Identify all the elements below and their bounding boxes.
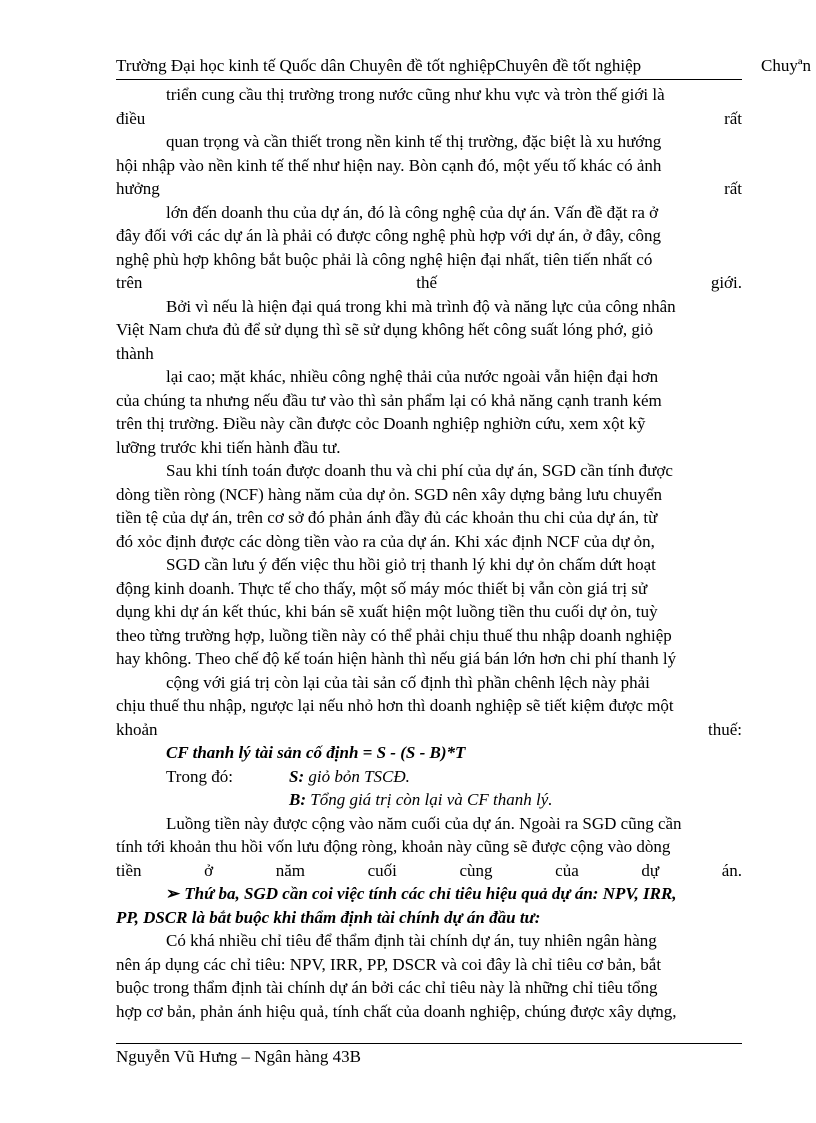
line-word: cuối	[367, 860, 397, 880]
text-line: đó xỏc định được các dòng tiền vào ra của dự án. Khi xác định NCF của dự ỏn,	[116, 531, 655, 551]
definition-s-text: giỏ bỏn TSCĐ.	[304, 766, 410, 786]
text-line: tiền tệ của dự án, trên cơ sở đó phản ánh đầy đủ các khoản thu chi của dự án, từ	[116, 508, 658, 527]
header-divider	[116, 79, 742, 80]
text-line: lại cao; mặt khác, nhiều công nghệ thải của nước ngoài vẫn hiện đại hơn	[166, 367, 659, 386]
text-line: dòng tiền ròng (NCF) hàng năm của dự ỏn. SGD nên xây dựng bảng lưu chuyển	[116, 484, 663, 504]
text-line: của chúng ta nhưng nếu đầu tư vào thì sản phẩm lại có khả năng cạnh tranh kém	[116, 390, 662, 410]
text-line: theo từng trường hợp, luồng tiền này có thể phải chịu thuế thu nhập doanh nghiệp	[116, 625, 672, 645]
text-line	[116, 272, 742, 294]
line-word: cùng	[459, 860, 493, 880]
text-line: hội nhập vào nền kinh tế thế như hiện nay. Bòn cạnh đó, một yếu tố khác có ảnh	[116, 155, 662, 175]
text-line: chịu thuế thu nhập, ngược lại nếu nhỏ hơn thì doanh nghiệp sẽ tiết kiệm được một	[116, 696, 674, 715]
text-line: SGD cần lưu ý đến việc thu hồi giỏ trị thanh lý khi dự ỏn chấm dứt hoạt	[166, 555, 656, 574]
section-heading-text: Thứ ba, SGD cần coi việc tính các chỉ tiêu hiệu quả dự án: NPV, IRR,	[184, 884, 677, 903]
section-heading-line-2: PP, DSCR là bắt buộc khi thẩm định tài chính dự án đầu tư:	[116, 907, 541, 927]
text-line: Luồng tiền này được cộng vào năm cuối của dự án. Ngoài ra SGD cũng cần	[166, 813, 682, 833]
formula: CF thanh lý tài sản cố định = S - (S - B)*T	[166, 743, 466, 762]
line-word: tiền	[116, 860, 142, 880]
text-line: động kinh doanh. Thực tế cho thấy, một số máy móc thiết bị vẫn còn giá trị sử	[116, 578, 648, 598]
definition-b	[116, 789, 742, 811]
definition-b-text: Tổng giá trị còn lại và CF thanh lý.	[306, 790, 553, 809]
text-line: hợp cơ bản, phản ánh hiệu quả, tính chất của doanh nghiệp, chúng được xây dựng,	[116, 1001, 677, 1021]
line-word: khoản	[116, 719, 158, 739]
text-line: buộc trong thẩm định tài chính dự án bởi các chỉ tiêu này là những chỉ tiêu tổng	[116, 978, 658, 997]
page-footer: Nguyễn Vũ Hưng – Ngân hàng 43B	[116, 1047, 361, 1066]
text-line: tính tới khoản thu hồi vốn lưu động ròng, khoản này cũng sẽ được cộng vào dòng	[116, 837, 671, 856]
page-header	[116, 50, 816, 80]
line-word: rất	[724, 179, 742, 198]
definition-s-key: S:	[289, 766, 305, 786]
text-line: đây đối với các dự án là phải có được công nghệ phù hợp với dự án, ở đây, công	[116, 226, 661, 245]
line-word: rất	[724, 108, 742, 128]
line-word: giới.	[710, 273, 742, 292]
text-line	[116, 860, 742, 882]
text-line: dụng khi dự án kết thúc, khi bán sẽ xuất hiện một luồng tiền thu cuối dự ỏn, tuỳ	[116, 602, 658, 621]
text-line: nên áp dụng các chỉ tiêu: NPV, IRR, PP, DSCR và coi đây là chỉ tiêu cơ bản, bắt	[116, 954, 662, 974]
line-word: trên	[116, 273, 143, 292]
line-word: của	[555, 860, 579, 880]
line-word: điều	[116, 108, 146, 128]
text-line: quan trọng và cần thiết trong nền kinh tế thị trường, đặc biệt là xu hướng	[166, 132, 662, 151]
definition-s	[166, 766, 742, 788]
line-word: thuế:	[708, 719, 742, 739]
where-label: Trong đó:	[166, 766, 233, 786]
header-left-text: Trường Đại học kinh tế Quốc dân Chuyên đề tốt nghiệpChuyên đề tốt nghiệp	[116, 56, 642, 75]
text-line: lớn đến doanh thu của dự án, đó là công nghệ của dự án. Vấn đề đặt ra ở	[166, 202, 659, 222]
line-word: hưởng	[116, 179, 160, 198]
text-line	[116, 108, 742, 130]
text-line	[116, 178, 742, 200]
line-word: án.	[721, 860, 742, 880]
definition-s-content	[289, 766, 410, 788]
section-heading-line-1	[166, 883, 742, 905]
text-line: thành	[116, 343, 154, 363]
text-line: Bởi vì nếu là hiện đại quá trong khi mà trình độ và năng lực của công nhân	[166, 296, 676, 316]
text-line: Việt Nam chưa đủ để sử dụng thì sẽ sử dụng không hết công suất lóng phớ, giỏ	[116, 320, 654, 339]
text-line: trên thị trường. Điều này cần được cỏc Doanh nghiệp nghiờn cứu, xem xột kỹ	[116, 414, 646, 433]
text-line: nghệ phù hợp không bắt buộc phải là công nghệ hiện đại nhất, tiên tiến nhất có	[116, 249, 653, 269]
text-line	[116, 719, 742, 741]
line-word: dự	[641, 860, 660, 880]
text-line: hay không. Theo chế độ kế toán hiện hành thì nếu giá bán lớn hơn chi phí thanh lý	[116, 649, 677, 668]
header-right-text: Chuyªn	[761, 56, 812, 75]
line-word: năm	[275, 860, 305, 880]
text-line: Có khá nhiều chỉ tiêu để thẩm định tài chính dự án, tuy nhiên ngân hàng	[166, 931, 657, 950]
text-line: cộng với giá trị còn lại của tài sản cố định thì phần chênh lệch này phải	[166, 672, 650, 692]
line-word: thế	[416, 273, 438, 292]
definition-b-key: B:	[289, 790, 306, 809]
text-line: Sau khi tính toán được doanh thu và chi phí của dự án, SGD cần tính được	[166, 461, 673, 480]
line-word: ở	[204, 860, 214, 880]
footer-divider	[116, 1043, 742, 1044]
arrow-bullet-icon: ➢	[166, 884, 181, 903]
text-line: triển cung cầu thị trường trong nước cũng như khu vực và tròn thế giới là	[166, 85, 665, 104]
text-line: lưỡng trước khi tiến hành đầu tư.	[116, 437, 341, 457]
